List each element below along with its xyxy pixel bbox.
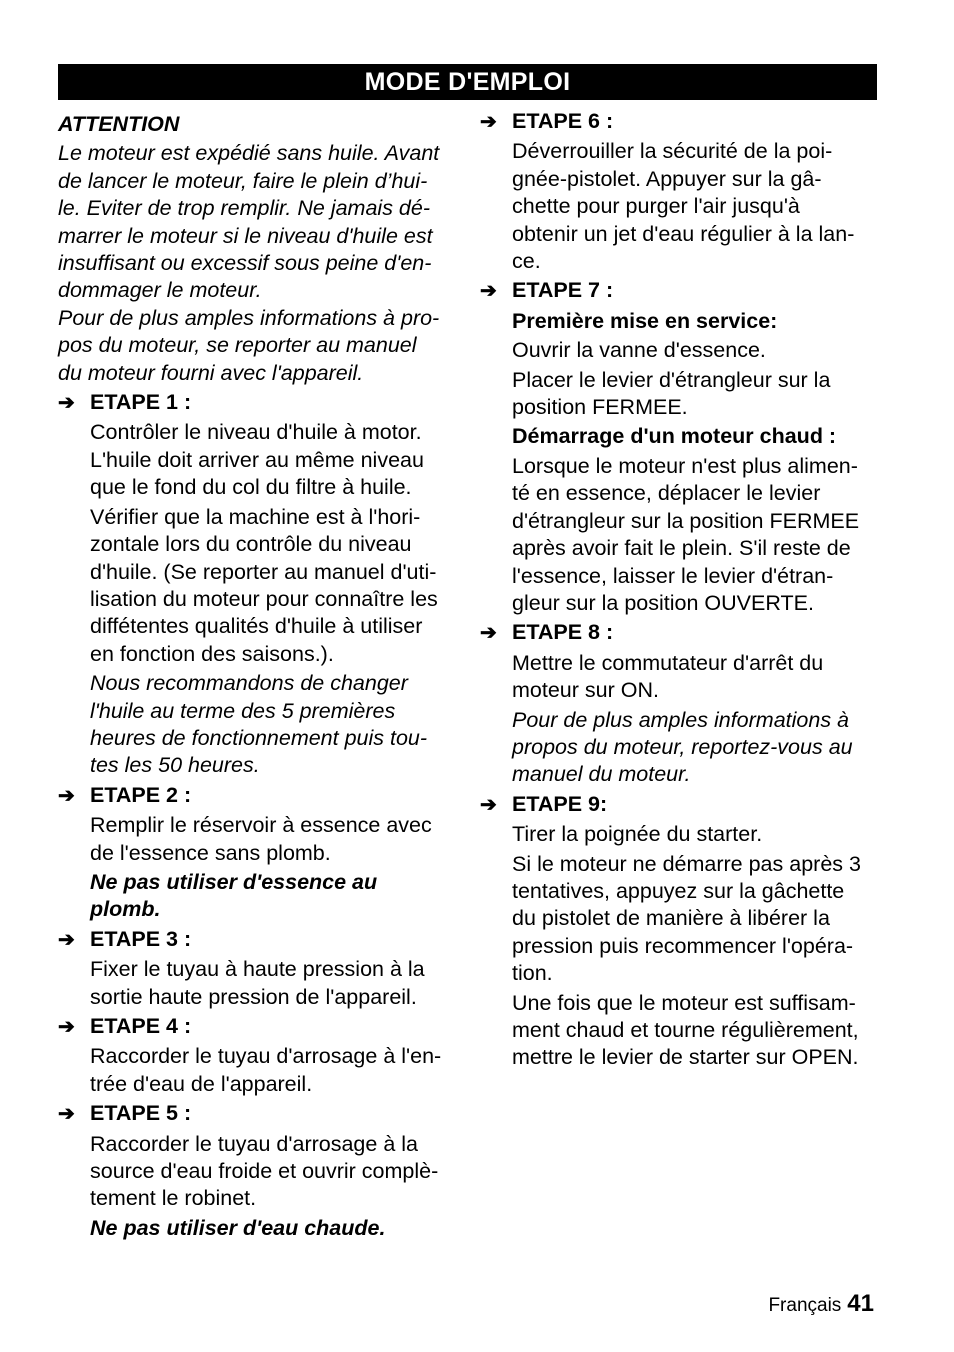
text-line: Ne pas utiliser d'eau chaude. bbox=[90, 1215, 386, 1240]
section-title: MODE D'EMPLOI bbox=[58, 64, 877, 100]
step-8-label: ETAPE 8 : bbox=[512, 620, 614, 645]
step-6-label: ETAPE 6 : bbox=[512, 109, 614, 133]
text-line: après avoir fait le plein. S'il reste de bbox=[512, 536, 851, 561]
arrow-right-icon: ➔ bbox=[58, 1103, 75, 1126]
text-line: dommager le moteur. bbox=[58, 278, 262, 303]
text-line: Nous recommandons de changer bbox=[90, 671, 408, 696]
step-7-text-2 bbox=[480, 367, 880, 422]
step-8-note bbox=[480, 707, 880, 789]
text-line: pos du moteur, se reporter au manuel bbox=[58, 333, 417, 358]
text-line: té en essence, déplacer le levier bbox=[512, 481, 821, 506]
step-6-text bbox=[480, 138, 880, 275]
step-4-text bbox=[58, 1043, 458, 1098]
text-line: propos du moteur, reportez-vous au bbox=[512, 734, 853, 759]
text-line: Mettre le commutateur d'arrêt du bbox=[512, 650, 824, 675]
step-1-text-2 bbox=[58, 504, 458, 668]
text-line: L'huile doit arriver au même niveau bbox=[90, 447, 424, 472]
text-line: Lorsque le moteur n'est plus alimen- bbox=[512, 453, 858, 478]
arrow-right-icon: ➔ bbox=[58, 1016, 75, 1038]
text-line: Vérifier que la machine est à l'hori- bbox=[90, 504, 421, 529]
text-line: du moteur fourni avec l'appareil. bbox=[58, 360, 364, 385]
step-6 bbox=[480, 108, 880, 136]
arrow-right-icon: ➔ bbox=[480, 793, 497, 816]
text-line: Fixer le tuyau à haute pression à la bbox=[90, 957, 425, 982]
step-9-label: ETAPE 9: bbox=[512, 791, 608, 816]
arrow-right-icon: ➔ bbox=[58, 784, 75, 807]
text-line: gnée-pistolet. Appuyer sur la gâ- bbox=[512, 166, 822, 191]
text-line: trée d'eau de l'appareil. bbox=[90, 1071, 313, 1096]
text-line: Raccorder le tuyau d'arrosage à l'en- bbox=[90, 1044, 442, 1069]
step-2-text bbox=[58, 812, 458, 867]
text-line: d'étrangleur sur la position FERMEE bbox=[512, 508, 860, 533]
step-1-label: ETAPE 1 : bbox=[90, 390, 192, 415]
text-line: Ouvrir la vanne d'essence. bbox=[512, 338, 766, 363]
text-line: Déverrouiller la sécurité de la poi- bbox=[512, 139, 833, 164]
step-4 bbox=[58, 1013, 458, 1041]
step-7-subheading-2: Démarrage d'un moteur chaud : bbox=[512, 424, 837, 449]
text-line: Tirer la poignée du starter. bbox=[512, 822, 763, 847]
arrow-right-icon: ➔ bbox=[58, 928, 75, 951]
step-9-text-2 bbox=[480, 851, 880, 988]
text-line: obtenir un jet d'eau régulier à la lan- bbox=[512, 221, 855, 246]
text-line: moteur sur ON. bbox=[512, 678, 659, 703]
text-line: diffétentes qualités d'huile à utiliser bbox=[90, 614, 423, 639]
step-7-text-1 bbox=[480, 337, 880, 364]
text-line: d'huile. (Se reporter au manuel d'uti- bbox=[90, 559, 437, 584]
text-line: ment chaud et tourne régulièrement, bbox=[512, 1018, 859, 1042]
text-line: insuffisant ou excessif sous peine d'en- bbox=[58, 251, 432, 276]
text-line: Raccorder le tuyau d'arrosage à la bbox=[90, 1131, 418, 1156]
step-7-label: ETAPE 7 : bbox=[512, 278, 614, 303]
text-line: zontale lors du contrôle du niveau bbox=[90, 532, 412, 557]
step-1-note bbox=[58, 670, 458, 780]
text-line: chette pour purger l'air jusqu'à bbox=[512, 194, 800, 219]
text-line: manuel du moteur. bbox=[512, 762, 691, 787]
text-line: Remplir le réservoir à essence avec bbox=[90, 813, 432, 838]
step-3-label: ETAPE 3 : bbox=[90, 926, 192, 951]
page-footer bbox=[768, 1290, 874, 1319]
text-line: Une fois que le moteur est suffisam- bbox=[512, 990, 856, 1015]
text-line: le. Eviter de trop remplir. Ne jamais dé- bbox=[58, 196, 430, 221]
text-line: ce. bbox=[512, 249, 541, 274]
text-line: tion. bbox=[512, 961, 553, 986]
text-line: lisation du moteur pour connaître les bbox=[90, 586, 438, 611]
step-8 bbox=[480, 619, 880, 647]
text-line: Si le moteur ne démarre pas après 3 bbox=[512, 851, 861, 876]
text-line: du pistolet de manière à libérer la bbox=[512, 906, 830, 931]
text-line: tes les 50 heures. bbox=[90, 753, 260, 778]
text-line: Pour de plus amples informations à pro- bbox=[58, 305, 440, 330]
text-line: en fonction des saisons.). bbox=[90, 641, 334, 666]
step-5 bbox=[58, 1100, 458, 1128]
step-5-label: ETAPE 5 : bbox=[90, 1101, 192, 1126]
step-4-label: ETAPE 4 : bbox=[90, 1014, 192, 1038]
attention-heading: ATTENTION bbox=[58, 112, 180, 136]
text-line: Le moteur est expédié sans huile. Avant bbox=[58, 141, 440, 166]
step-7-text-3 bbox=[480, 453, 880, 617]
step-3-text bbox=[58, 956, 458, 1011]
right-column bbox=[480, 108, 880, 1072]
step-2 bbox=[58, 782, 458, 810]
arrow-right-icon: ➔ bbox=[480, 111, 497, 133]
text-line: plomb. bbox=[90, 897, 161, 922]
text-line: Ne pas utiliser d'essence au bbox=[90, 869, 378, 894]
step-8-text bbox=[480, 650, 880, 705]
text-line: source d'eau froide et ouvrir complè- bbox=[90, 1159, 439, 1184]
attention-text bbox=[58, 140, 458, 387]
page-number: 41 bbox=[847, 1290, 874, 1317]
step-2-warning bbox=[58, 869, 458, 924]
text-line: pression puis recommencer l'opéra- bbox=[512, 933, 854, 958]
text-line: heures de fonctionnement puis tou- bbox=[90, 725, 428, 750]
text-line: de l'essence sans plomb. bbox=[90, 840, 331, 865]
text-line: sortie haute pression de l'appareil. bbox=[90, 984, 417, 1009]
step-9-text-1 bbox=[480, 821, 880, 848]
text-line: tement le robinet. bbox=[90, 1186, 257, 1211]
step-1 bbox=[58, 389, 458, 417]
text-line: de lancer le moteur, faire le plein d’hui- bbox=[58, 168, 428, 193]
step-2-label: ETAPE 2 : bbox=[90, 782, 192, 807]
arrow-right-icon: ➔ bbox=[480, 622, 497, 645]
text-line: Pour de plus amples informations à bbox=[512, 707, 850, 732]
text-line: marrer le moteur si le niveau d'huile est bbox=[58, 223, 433, 248]
text-line: Contrôler le niveau d'huile à motor. bbox=[90, 420, 422, 445]
footer-language: Français bbox=[768, 1295, 842, 1316]
text-line: Placer le levier d'étrangleur sur la bbox=[512, 367, 831, 392]
step-5-warning bbox=[58, 1215, 458, 1242]
step-9-text-3 bbox=[480, 990, 880, 1072]
text-line: mettre le levier de starter sur OPEN. bbox=[512, 1045, 859, 1070]
text-line: gleur sur la position OUVERTE. bbox=[512, 590, 814, 615]
text-line: tentatives, appuyez sur la gâchette bbox=[512, 878, 845, 903]
text-line: l'huile au terme des 5 premières bbox=[90, 698, 396, 723]
text-line: position FERMEE. bbox=[512, 395, 688, 420]
arrow-right-icon: ➔ bbox=[58, 392, 75, 415]
step-3 bbox=[58, 926, 458, 954]
step-7-subheading-1: Première mise en service: bbox=[512, 308, 778, 333]
text-line: l'essence, laisser le levier d'étran- bbox=[512, 563, 834, 588]
step-7 bbox=[480, 277, 880, 305]
step-9 bbox=[480, 791, 880, 819]
step-5-text bbox=[58, 1131, 458, 1213]
text-line: que le fond du col du filtre à huile. bbox=[90, 475, 412, 500]
arrow-right-icon: ➔ bbox=[480, 280, 497, 303]
left-column bbox=[58, 108, 458, 1242]
step-1-text-1 bbox=[58, 419, 458, 501]
